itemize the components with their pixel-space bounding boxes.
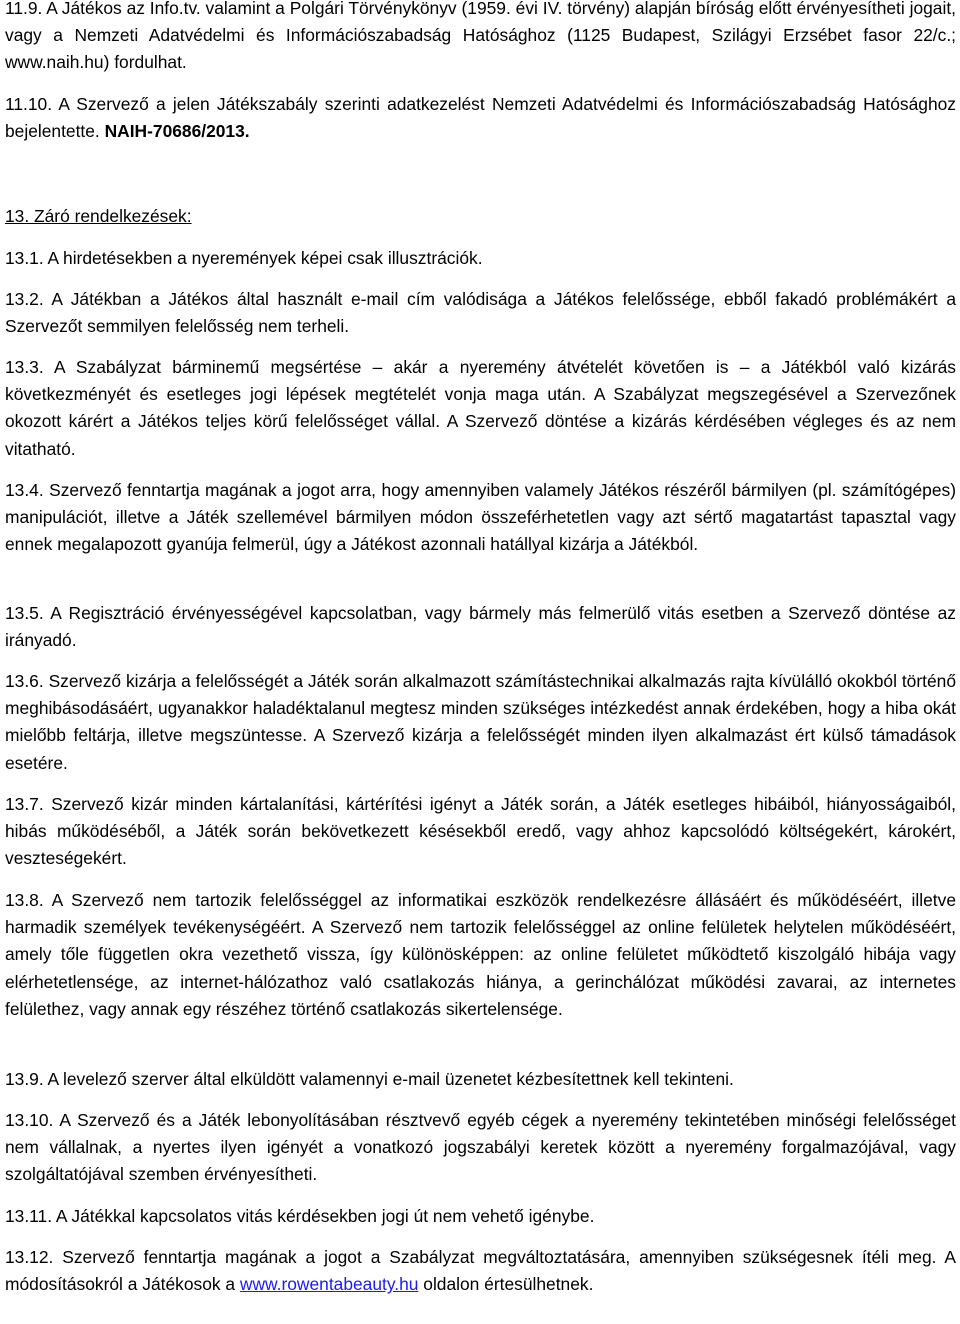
paragraph-13-5: 13.5. A Regisztráció érvényességével kapcsolatban, vagy bármely más felmerülő vitás esetben a Szervező döntése az irányadó. — [5, 603, 956, 651]
paragraph-13-9: 13.9. A levelező szerver által elküldött valamennyi e-mail üzenetet kézbesítettnek kell tekinteni. — [5, 1069, 734, 1089]
paragraph-13-6: 13.6. Szervező kizárja a felelősségét a Játék során alkalmazott számítástechnikai alkalmazás rajta kívülálló okokból történő meghibásodásáért, ugyanakkor haladéktalanul megtesz minden szükséges intézkedést annak érdekében, hogy a hiba okát mielőbb feltárja, illetve megszüntesse. A Szervező kizárja a felelősségét minden ilyen alkalmazást ért külső támadások esetére. — [5, 671, 956, 773]
paragraph-13-4: 13.4. Szervező fenntartja magának a jogot arra, hogy amennyiben valamely Játékos részéről bármilyen (pl. számítógépes) manipulációt, illetve a Játék szellemével bármilyen módon összeférhetetlen vagy azt sértő magatartást tapasztal vagy ennek megalapozott gyanúja felmerül, úgy a Játékost azonnali hatállyal kizárja a Játékból. — [5, 480, 956, 555]
rowentabeauty-link[interactable]: www.rowentabeauty.hu — [239, 1274, 419, 1295]
paragraph-13-11: 13.11. A Játékkal kapcsolatos vitás kérdésekben jogi út nem vehető igénybe. — [5, 1206, 595, 1226]
paragraph-13-1: 13.1. A hirdetésekben a nyeremények képei csak illusztrációk. — [5, 248, 483, 268]
paragraph-13-8: 13.8. A Szervező nem tartozik felelősséggel az informatikai eszközök rendelkezésre állásáért és működéséért, illetve harmadik személyek tevékenységéért. A Szervező nem tartozik felelősséggel az online felületek helytelen működéséért, amely tőle független okra vezethető vissza, így különösképpen: az online felületet működtető kiszolgáló hibája vagy elérhetetlensége, az internet-hálózathoz való csatlakozás hiánya, a gerinchálózat működési zavarai, az internetes felülethez, vagy annak egy részéhez történő csatlakozás sikertelensége. — [5, 890, 956, 1019]
paragraph-13-12-tail: oldalon értesülhetnek. — [418, 1274, 594, 1295]
paragraph-13-3: 13.3. A Szabályzat bárminemű megsértése – akár a nyeremény átvételét követően is – a Játékból való kizárás következményét és esetleges jogi lépések megtételét vonja maga után. A Szabályzat megszegésével a Szervezőnek okozott kárért a Játékos teljes körű felelősséget vállal. A Szervező döntése a kizárás kérdésében végleges és az nem vitatható. — [5, 357, 956, 459]
paragraph-13-2: 13.2. A Játékban a Játékos által használt e-mail cím valódisága a Játékos felelőssége, ebből fakadó problémákért a Szervezőt semmilyen felelősség nem terheli. — [5, 289, 956, 337]
paragraph-11-9: 11.9. A Játékos az Info.tv. valamint a Polgári Törvénykönyv (1959. évi IV. törvény) alapján bíróság előtt érvényesítheti jogait, vagy a Nemzeti Adatvédelmi és Információszabadság Hatósághoz (1125 Budapest, Szilágyi Erzsébet fasor 22/c.; www.naih.hu) fordulhat. — [5, 0, 956, 73]
section-heading-13: 13. Záró rendelkezések: — [5, 206, 192, 226]
paragraph-13-7: 13.7. Szervező kizár minden kártalanítási, kártérítési igényt a Játék során, a Játék esetleges hibáiból, hiányosságaiból, hibás működéséből, a Játék során bekövetkezett késésekből eredő, vagy ahhoz kapcsolódó költségekért, károkért, veszteségekért. — [5, 794, 956, 869]
naih-reference: NAIH-70686/2013. — [104, 121, 250, 142]
paragraph-11-10 — [5, 91, 956, 145]
paragraph-13-12 — [5, 1244, 956, 1298]
paragraph-13-10: 13.10. A Szervező és a Játék lebonyolításában résztvevő egyéb cégek a nyeremény tekintetében minőségi felelősséget nem vállalnak, a nyertes ilyen igényét a vonatkozó jogszabályi keretek között a nyeremény forgalmazójával, vagy szolgáltatójával szemben érvényesítheti. — [5, 1110, 956, 1185]
paragraph-13-12-text: 13.12. Szervező fenntartja magának a jogot a Szabályzat megváltoztatására, amennyiben szükségesnek ítéli meg. A módosításokról a Játékosok a — [5, 1247, 956, 1295]
paragraph-11-10-text: 11.10. A Szervező a jelen Játékszabály szerinti adatkezelést Nemzeti Adatvédelmi és Információszabadság Hatósághoz bejelentette. — [5, 94, 956, 142]
